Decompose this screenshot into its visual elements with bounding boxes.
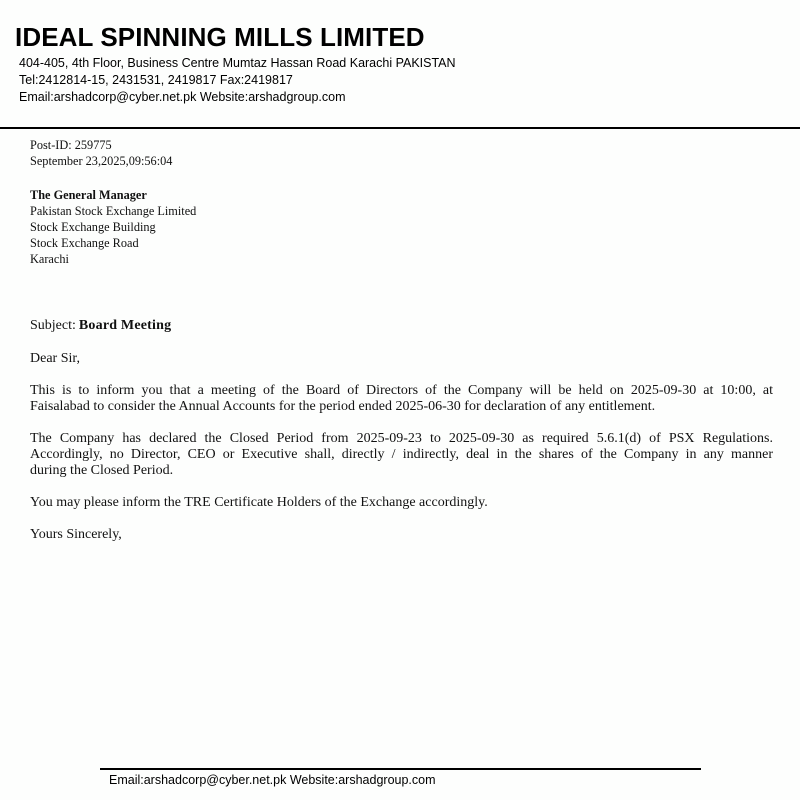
recipient-title: The General Manager xyxy=(30,188,147,202)
subject-label: Subject: xyxy=(30,318,76,333)
recipient-line: Karachi xyxy=(30,252,69,266)
paragraph-line: This is to inform you that a meeting of the Board of Directors of the Company will be held on 2025-09-30 at 10:00, at xyxy=(30,383,773,398)
paragraph-closed-period xyxy=(30,431,773,479)
footer-email-website: Email:arshadcorp@cyber.net.pk Website:arshadgroup.com xyxy=(109,773,436,787)
paragraph-line: Accordingly, no Director, CEO or Executive shall, directly / indirectly, deal in the shares of the Company in any manner xyxy=(30,447,773,462)
footer-divider xyxy=(100,768,701,770)
company-name: IDEAL SPINNING MILLS LIMITED xyxy=(15,22,425,52)
closing-request: You may please inform the TRE Certificate Holders of the Exchange accordingly. xyxy=(30,495,488,510)
subject xyxy=(30,318,171,334)
salutation: Dear Sir, xyxy=(30,351,80,366)
post-datetime: September 23,2025,09:56:04 xyxy=(30,154,173,168)
paragraph-meeting-notice xyxy=(30,383,773,415)
recipient-line: Stock Exchange Building xyxy=(30,220,156,234)
header-divider xyxy=(0,127,800,129)
post-id: Post-ID: 259775 xyxy=(30,138,112,152)
paragraph-line: Faisalabad to consider the Annual Accounts for the period ended 2025-06-30 for declaration of any entitlement. xyxy=(30,399,656,414)
company-address: 404-405, 4th Floor, Business Centre Mumtaz Hassan Road Karachi PAKISTAN xyxy=(19,56,456,70)
paragraph-line: during the Closed Period. xyxy=(30,463,174,478)
paragraph-line: The Company has declared the Closed Period from 2025-09-23 to 2025-09-30 as required 5.6.1(d) of PSX Regulations. xyxy=(30,431,773,446)
company-phone-fax: Tel:2412814-15, 2431531, 2419817 Fax:2419817 xyxy=(19,73,293,87)
sign-off: Yours Sincerely, xyxy=(30,527,122,542)
recipient-line: Pakistan Stock Exchange Limited xyxy=(30,204,197,218)
company-email-website: Email:arshadcorp@cyber.net.pk Website:arshadgroup.com xyxy=(19,90,346,104)
recipient-line: Stock Exchange Road xyxy=(30,236,139,250)
subject-value: Board Meeting xyxy=(78,318,172,333)
